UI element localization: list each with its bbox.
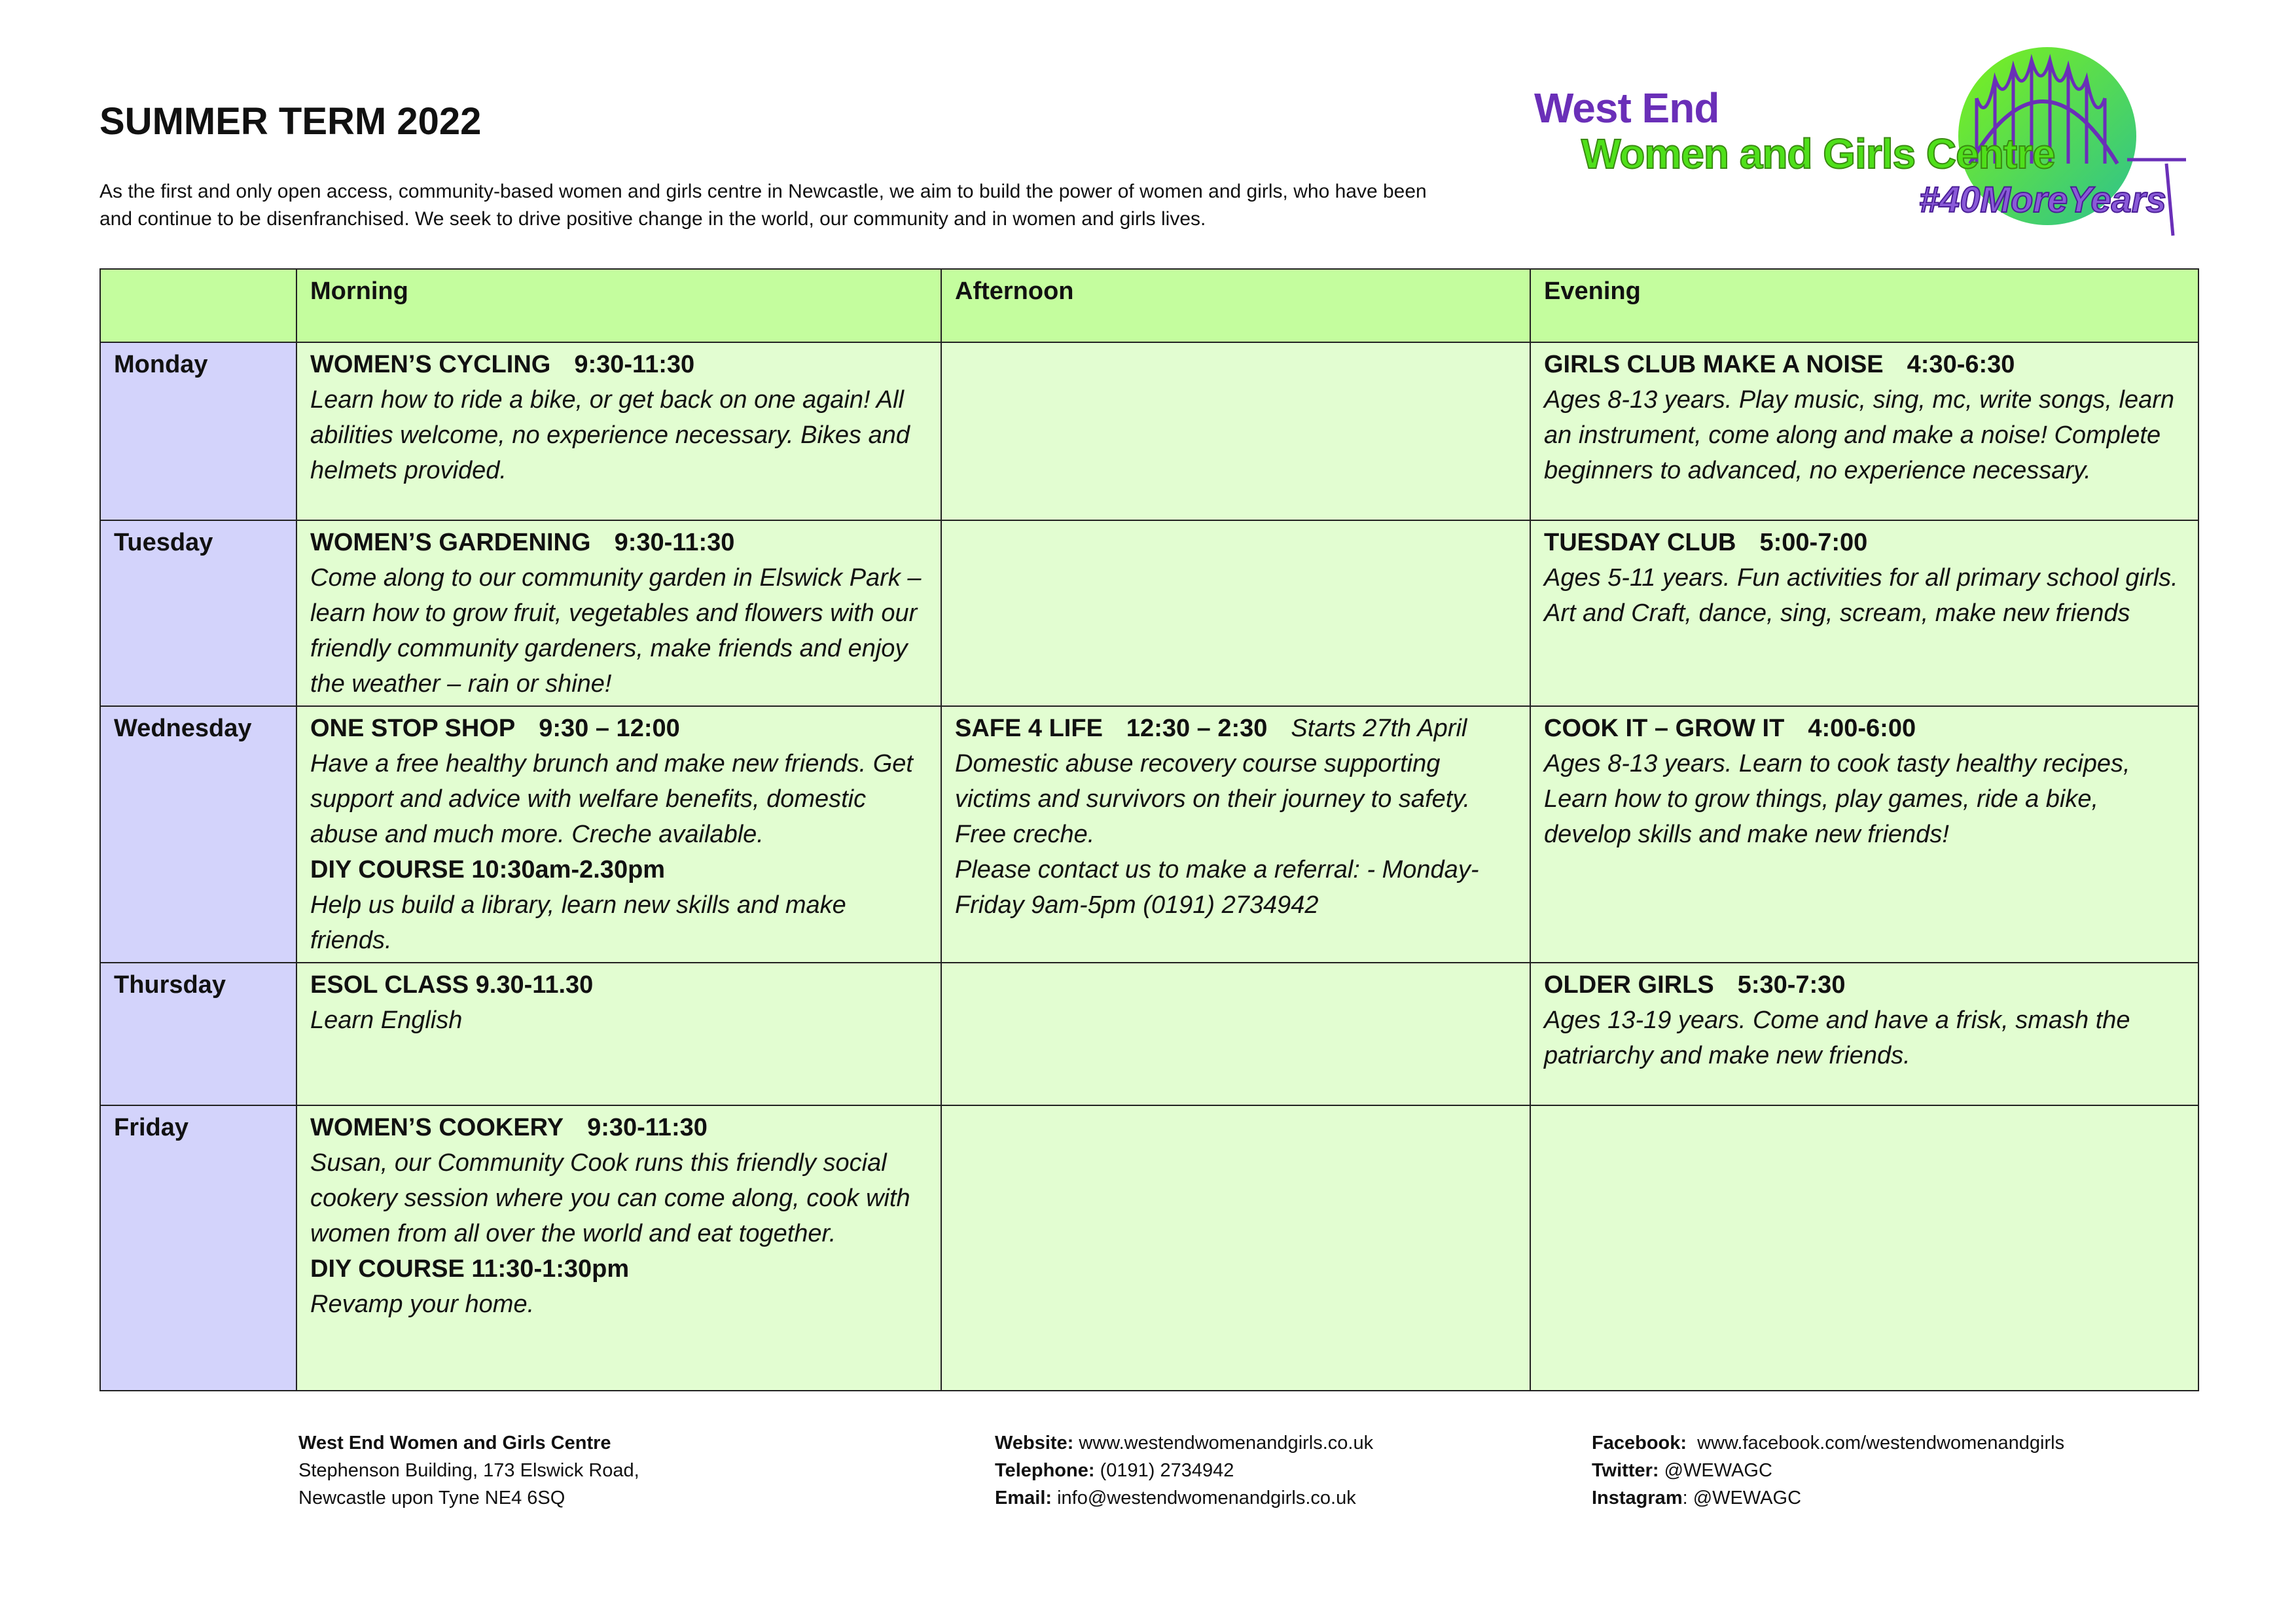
activity-title: ESOL CLASS 9.30-11.30 (310, 971, 594, 999)
instagram-handle[interactable]: : @WEWAGC (1682, 1488, 1802, 1508)
footer-org-name: West End Women and Girls Centre (298, 1433, 611, 1454)
day-label: Friday (100, 1105, 296, 1391)
activity-description: Revamp your home. (310, 1291, 535, 1318)
thursday-morning-cell (296, 963, 941, 1105)
activity-description: Ages 13-19 years. Come and have a frisk, smash the patriarchy and make new friends. (1544, 1007, 2130, 1069)
thursday-evening-cell (1530, 963, 2198, 1105)
footer-social (1592, 1429, 2064, 1512)
table-row (100, 963, 2198, 1105)
activity-time: 5:30-7:30 (1737, 971, 1846, 999)
activity-time: 4:00-6:00 (1808, 715, 1916, 742)
header-evening: Evening (1530, 269, 2198, 342)
activity-description: Come along to our community garden in Elswick Park – learn how to grow fruit, vegetables and flowers with our friendly community gardeners, make friends and enjoy the weather – rain or shine! (310, 564, 922, 698)
table-row (100, 706, 2198, 963)
friday-afternoon-cell (941, 1105, 1530, 1391)
activity-description: Ages 8-13 years. Learn to cook tasty healthy recipes, Learn how to grow things, play games, ride a bike, develop skills and make new friends! (1544, 750, 2130, 848)
activity-title: SAFE 4 LIFE 12:30 – 2:30 Starts 27th April (955, 715, 1467, 742)
centre-logo (1518, 26, 2212, 249)
logo-title-centre: Women and Girls Centre (1581, 130, 2055, 177)
activity-description: Ages 5-11 years. Fun activities for all primary school girls. Art and Craft, dance, sing, scream, make new friends (1544, 564, 2178, 627)
activity-title: WOMEN’S GARDENING 9:30-11:30 (310, 529, 735, 556)
day-label: Tuesday (100, 520, 296, 706)
activity-title: ONE STOP SHOP 9:30 – 12:00 (310, 715, 680, 742)
activity-time: 4:30-6:30 (1907, 351, 2015, 378)
telephone-number: (0191) 2734942 (1100, 1460, 1234, 1481)
monday-morning-cell (296, 342, 941, 520)
footer-contact (995, 1429, 1373, 1512)
activity-description: Have a free healthy brunch and make new friends. Get support and advice with welfare benefits, domestic abuse and much more. Creche available. (310, 750, 913, 848)
activity-description: Help us build a library, learn new skills and make friends. (310, 891, 846, 954)
activity-title: GIRLS CLUB MAKE A NOISE 4:30-6:30 (1544, 351, 2015, 378)
activity-title: OLDER GIRLS 5:30-7:30 (1544, 971, 1846, 999)
activity-start-note: Starts 27th April (1291, 715, 1467, 742)
twitter-label: Twitter: (1592, 1460, 1659, 1481)
activity-title: WOMEN’S CYCLING 9:30-11:30 (310, 351, 695, 378)
logo-hashtag: #40MoreYears (1919, 179, 2166, 220)
activity-time: 12:30 – 2:30 (1126, 715, 1268, 742)
header-day (100, 269, 296, 342)
timetable (99, 268, 2199, 1391)
website-label: Website: (995, 1433, 1074, 1454)
email-label: Email: (995, 1488, 1052, 1508)
tuesday-morning-cell (296, 520, 941, 706)
intro-text: As the first and only open access, community-based women and girls centre in Newcastle, we aim to build the power of women and girls, who have been and continue to be disenfranchised. We seek to drive positive change in the world, our community and in women and girls lives. (99, 181, 1427, 230)
activity-description: Learn English (310, 1007, 463, 1034)
day-label: Monday (100, 342, 296, 520)
monday-afternoon-cell (941, 342, 1530, 520)
twitter-handle[interactable]: @WEWAGC (1664, 1460, 1772, 1481)
footer-address (298, 1429, 639, 1512)
activity-description: Susan, our Community Cook runs this friendly social cookery session where you can come along, cook with women from all over the world and eat together. (310, 1149, 910, 1247)
tuesday-afternoon-cell (941, 520, 1530, 706)
activity-title: WOMEN’S COOKERY 9:30-11:30 (310, 1114, 708, 1141)
activity-description: Learn how to ride a bike, or get back on one again! All abilities welcome, no experience necessary. Bikes and helmets provided. (310, 386, 910, 484)
wednesday-morning-cell (296, 706, 941, 963)
table-row (100, 342, 2198, 520)
telephone-label: Telephone: (995, 1460, 1095, 1481)
friday-morning-cell (296, 1105, 941, 1391)
instagram-label: Instagram (1592, 1488, 1683, 1508)
footer-address-line2: Newcastle upon Tyne NE4 6SQ (298, 1488, 565, 1508)
activity-time: 5:00-7:00 (1759, 529, 1868, 556)
activity-time: 9:30-11:30 (574, 351, 695, 378)
footer-address-line1: Stephenson Building, 173 Elswick Road, (298, 1460, 639, 1481)
email-link[interactable]: info@westendwomenandgirls.co.uk (1057, 1488, 1356, 1508)
monday-evening-cell (1530, 342, 2198, 520)
wednesday-evening-cell (1530, 706, 2198, 963)
day-label: Thursday (100, 963, 296, 1105)
activity-title: DIY COURSE 11:30-1:30pm (310, 1255, 630, 1283)
wednesday-afternoon-cell (941, 706, 1530, 963)
activity-description: Domestic abuse recovery course supporting victims and survivors on their journey to safety. Free creche. (955, 750, 1471, 848)
header-afternoon: Afternoon (941, 269, 1530, 342)
table-row (100, 1105, 2198, 1391)
day-label: Wednesday (100, 706, 296, 963)
friday-evening-cell (1530, 1105, 2198, 1391)
activity-title: TUESDAY CLUB 5:00-7:00 (1544, 529, 1868, 556)
activity-time: 9:30 – 12:00 (539, 715, 680, 742)
logo-title-west-end: West End (1534, 84, 1719, 132)
activity-description: Ages 8-13 years. Play music, sing, mc, write songs, learn an instrument, come along and make a noise! Complete beginners to advanced, no experience necessary. (1544, 386, 2175, 484)
activity-time: 9:30-11:30 (587, 1114, 708, 1141)
table-row (100, 520, 2198, 706)
activity-title: COOK IT – GROW IT 4:00-6:00 (1544, 715, 1916, 742)
activity-time: 9:30-11:30 (614, 529, 735, 556)
facebook-label: Facebook: (1592, 1433, 1687, 1454)
tuesday-evening-cell (1530, 520, 2198, 706)
thursday-afternoon-cell (941, 963, 1530, 1105)
referral-contact: Please contact us to make a referral: - Monday- Friday 9am-5pm (0191) 2734942 (955, 856, 1479, 919)
website-link[interactable]: www.westendwomenandgirls.co.uk (1079, 1433, 1374, 1454)
activity-title: DIY COURSE 10:30am-2.30pm (310, 856, 666, 883)
header-morning: Morning (296, 269, 941, 342)
facebook-link[interactable]: www.facebook.com/westendwomenandgirls (1697, 1433, 2065, 1454)
page-title: SUMMER TERM 2022 (99, 100, 482, 143)
